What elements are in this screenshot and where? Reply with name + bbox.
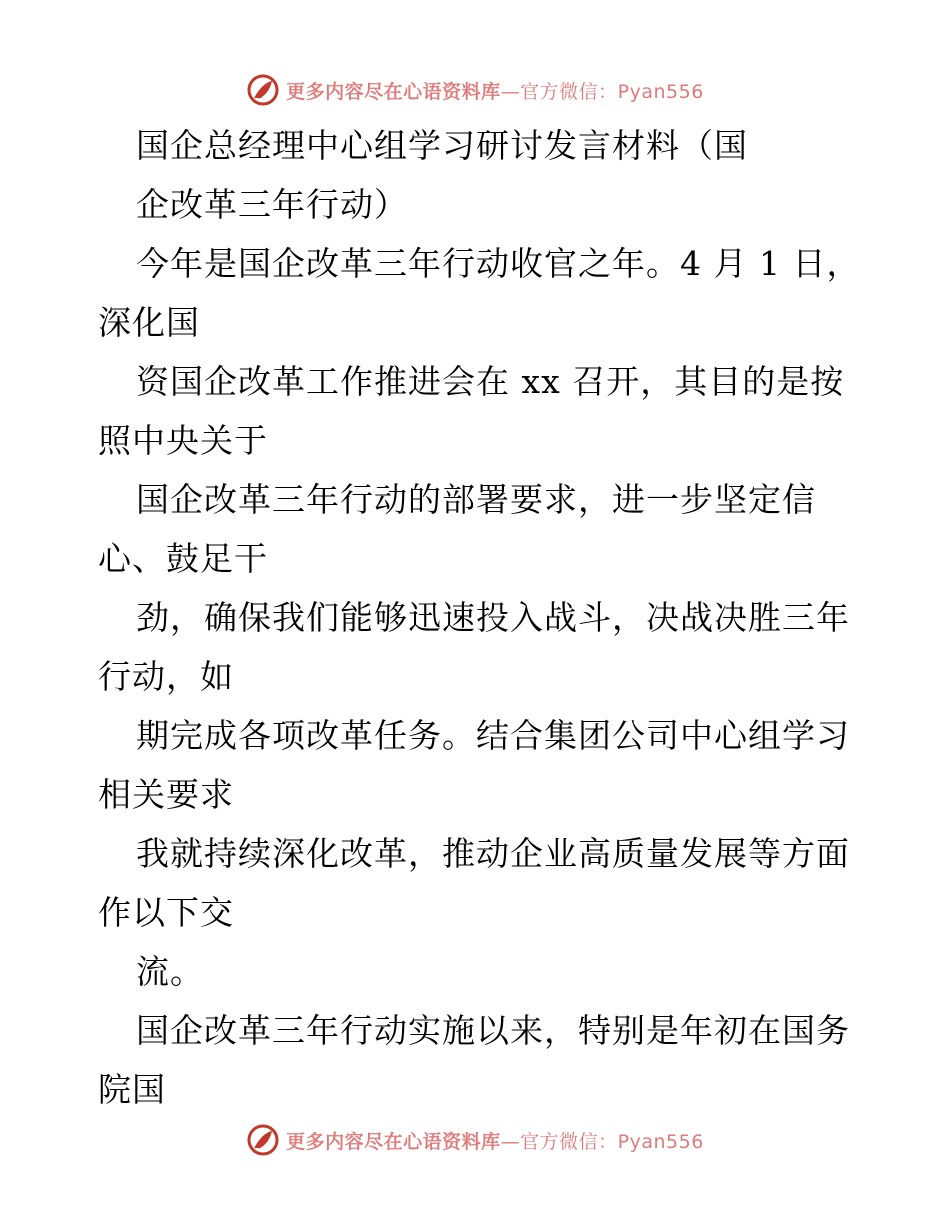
header-banner-content <box>246 73 704 107</box>
doc-line: 今年是国企改革三年行动收官之年。4 月 1 日， <box>136 244 861 283</box>
doc-line: 深化国 <box>98 303 200 342</box>
footer-brand-text: 更多内容尽在心语资料库 <box>286 1130 501 1153</box>
doc-line: 相关要求 <box>98 775 234 814</box>
document-body <box>98 126 861 1131</box>
doc-line: 行动，如 <box>98 657 234 696</box>
doc-line: 国企改革三年行动的部署要求，进一步坚定信 <box>136 480 816 519</box>
header-brand-text: 更多内容尽在心语资料库 <box>286 80 501 103</box>
footer-banner <box>0 1118 950 1162</box>
doc-line: 资国企改革工作推进会在 xx 召开，其目的是按 <box>136 362 845 401</box>
footer-contact-text: —官方微信：Pyan556 <box>500 1130 704 1153</box>
header-banner <box>0 68 950 112</box>
doc-line: 院国 <box>98 1070 166 1109</box>
doc-line: 流。 <box>136 952 204 991</box>
header-banner-text <box>286 77 704 104</box>
footer-banner-text <box>286 1127 704 1154</box>
header-contact-text: —官方微信：Pyan556 <box>500 80 704 103</box>
doc-line-title-1: 国企总经理中心组学习研讨发言材料（国 <box>136 126 748 165</box>
doc-line: 我就持续深化改革，推动企业高质量发展等方面 <box>136 834 850 873</box>
feather-seal-icon <box>246 1123 280 1157</box>
footer-banner-content <box>246 1123 704 1157</box>
doc-line: 期完成各项改革任务。结合集团公司中心组学习 <box>136 716 850 755</box>
doc-line: 照中央关于 <box>98 421 268 460</box>
doc-line: 作以下交 <box>98 893 234 932</box>
doc-line: 劲，确保我们能够迅速投入战斗，决战决胜三年 <box>136 598 850 637</box>
doc-line: 国企改革三年行动实施以来，特别是年初在国务 <box>136 1011 850 1050</box>
feather-seal-icon <box>246 73 280 107</box>
doc-line-title-2: 企改革三年行动） <box>136 185 408 224</box>
doc-line: 心、鼓足干 <box>98 539 268 578</box>
